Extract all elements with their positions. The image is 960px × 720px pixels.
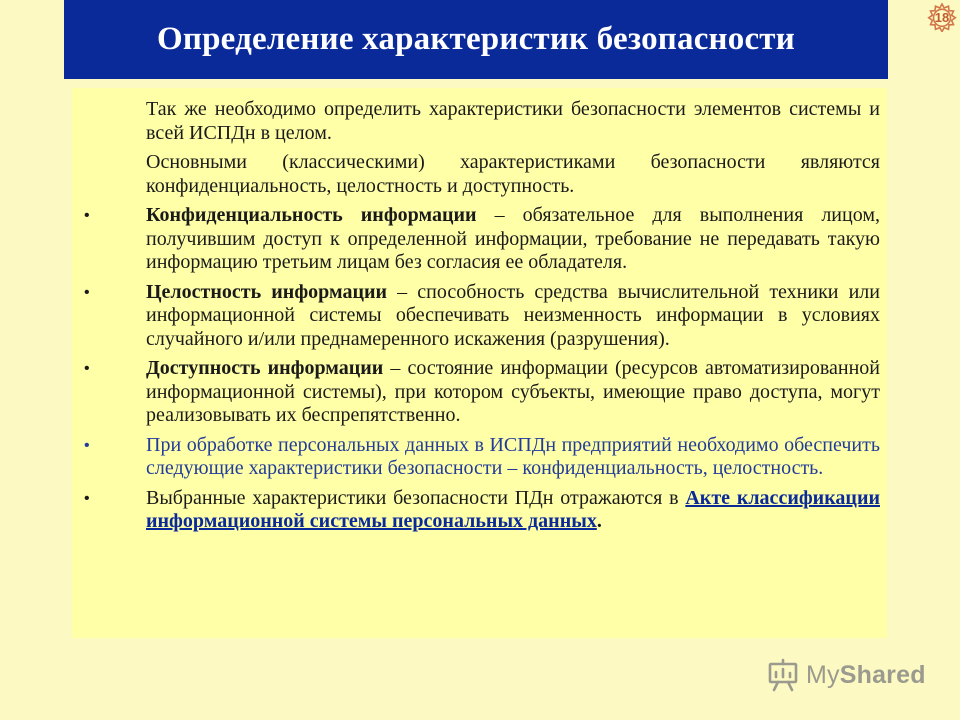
paragraph-intro <box>146 98 880 145</box>
definition-text: – обязательное для выполнения лицом, получившим доступ к определенной информации, требование не передавать такую информацию третьим лицам без согласия ее обладателя. <box>146 204 880 273</box>
paragraph-text: Основными (классическими) характеристиками безопасности являются конфиденциальность, целостность и доступность. <box>146 151 880 197</box>
watermark-suffix: Shared <box>839 660 926 689</box>
watermark-prefix: My <box>806 660 840 689</box>
watermark-text <box>806 661 926 690</box>
slide-title: Определение характеристик безопасности <box>157 21 795 57</box>
bullet-marker: • <box>84 207 90 224</box>
title-bar <box>64 0 888 79</box>
bullet-marker: • <box>84 360 90 377</box>
presentation-icon <box>766 658 800 692</box>
bullet-confidentiality <box>84 204 880 275</box>
paragraph-text: Так же необходимо определить характеристики безопасности элементов системы и всей ИСПДн в целом. <box>146 98 880 144</box>
slide-body <box>84 98 880 540</box>
paragraph-text: При обработке персональных данных в ИСПДн предприятий необходимо обеспечить следующие характеристики безопасности – конфиденциальность, целостность. <box>146 433 880 479</box>
bullet-classification-act <box>84 486 880 534</box>
slide-number: 18 <box>934 9 950 25</box>
bullet-integrity <box>84 280 880 352</box>
sentence-end: . <box>596 510 602 532</box>
bullet-availability <box>84 357 880 428</box>
bullet-ispdn-requirements <box>84 433 880 481</box>
definition-text: – состояние информации (ресурсов автоматизированной информационной системы), при котором субъекты, имеющие право доступа, могут реализовывать их беспрепятственно. <box>146 357 880 426</box>
paragraph-classic-characteristics <box>146 151 880 198</box>
classification-act-link[interactable]: Акте классификации информационной системы персональных данных <box>146 486 880 532</box>
slide-number-badge <box>927 2 957 32</box>
myshared-watermark <box>766 655 926 695</box>
bullet-marker: • <box>84 489 90 507</box>
term-confidentiality: Конфиденциальность информации <box>146 204 477 226</box>
bullet-marker: • <box>84 436 90 454</box>
term-availability: Доступность информации <box>146 357 384 379</box>
definition-text: – способность средства вычислительной техники или информационной системы обеспечивать неизменность информации в условиях случайного и/или преднамеренного искажения (разрушения). <box>146 280 880 350</box>
paragraph-text: Выбранные характеристики безопасности ПДн отражаются в <box>146 486 686 509</box>
bullet-marker: • <box>84 283 90 301</box>
term-integrity: Целостность информации <box>146 280 388 303</box>
